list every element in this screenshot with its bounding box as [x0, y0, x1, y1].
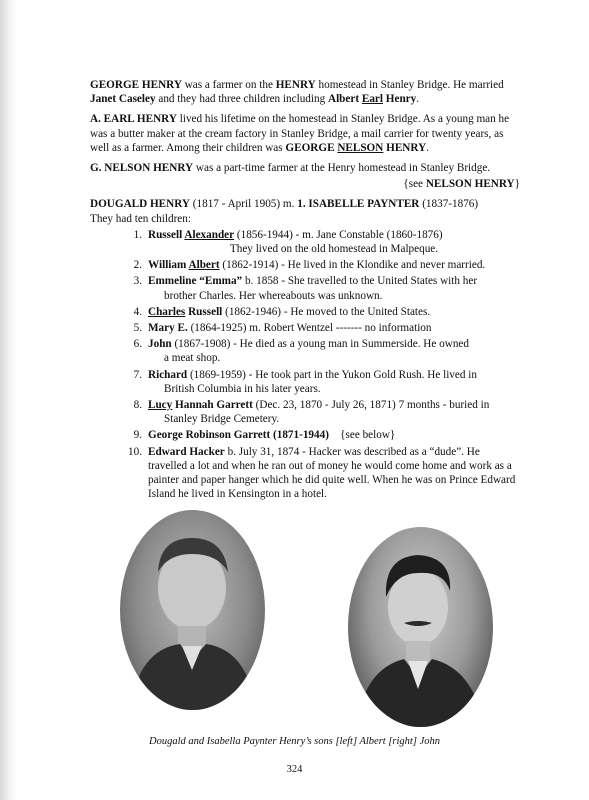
list-item: 7. Richard (1869-1959) - He took part in the Yukon Gold Rush. He lived in British Columbia in his later years.	[133, 368, 477, 395]
list-item: 4. Charles Russell (1862-1946) - He moved to the United States.	[133, 305, 431, 318]
paragraph-earl-henry: A. EARL HENRY lived his lifetime on the homestead in Stanley Bridge. As a young man he was a butter maker at the cream factory in Stanley Bridge, a mail carrier for twenty years, as well as a farmer. Among their children was GEORGE NELSON HENRY.	[90, 113, 510, 154]
portrait-photo-john	[348, 527, 493, 727]
photo-caption: Dougald and Isabella Paynter Henry’s sons [left] Albert [right] John	[149, 736, 440, 747]
page-binding-edge	[0, 0, 16, 800]
list-item: 9. George Robinson Garrett (1871-1944) {see below}	[133, 429, 396, 442]
list-item: 8. Lucy Hannah Garrett (Dec. 23, 1870 - July 26, 1871) 7 months - buried in Stanley Bridge Cemetery.	[133, 399, 490, 426]
portrait-john-image	[348, 527, 493, 727]
list-item: 5. Mary E. (1864-1925) m. Robert Wentzel ------- no information	[133, 322, 432, 335]
paragraph-george-henry: GEORGE HENRY was a farmer on the HENRY homestead in Stanley Bridge. He married Janet Caseley and they had three children including Albert Earl Henry.	[90, 79, 504, 106]
list-item: 2. William Albert (1862-1914) - He lived in the Klondike and never married.	[133, 259, 486, 272]
list-item: 1. Russell Alexander (1856-1944) - m. Jane Constable (1860-1876) They lived on the old homestead in Malpeque.	[133, 228, 443, 256]
see-reference-nelson: {see NELSON HENRY}	[403, 178, 520, 191]
paragraph-dougald-henry: DOUGALD HENRY (1817 - April 1905) m. 1. ISABELLE PAYNTER (1837-1876) They had ten children:	[90, 198, 479, 225]
page-number: 324	[286, 764, 303, 775]
list-item: 10. Edward Hacker b. July 31, 1874 - Hacker was described as a “dude”. He travelled a lot and when he ran out of money he would come home and work as a painter and paper hanger which he did quite well. When he was on Prince Edward Island he lived in Kensington in a hotel.	[128, 445, 516, 501]
children-list	[90, 228, 520, 502]
document-body	[90, 78, 520, 503]
paragraph-nelson-henry: G. NELSON HENRY was a part-time farmer at the Henry homestead in Stanley Bridge.	[90, 162, 491, 175]
portrait-photo-albert	[120, 510, 265, 710]
portrait-albert-image	[120, 510, 265, 710]
list-item: 3. Emmeline “Emma” b. 1858 - She travelled to the United States with her brother Charles. Her whereabouts was unknown.	[133, 275, 478, 302]
list-item: 6. John (1867-1908) - He died as a young man in Summerside. He owned a meat shop.	[133, 338, 469, 365]
